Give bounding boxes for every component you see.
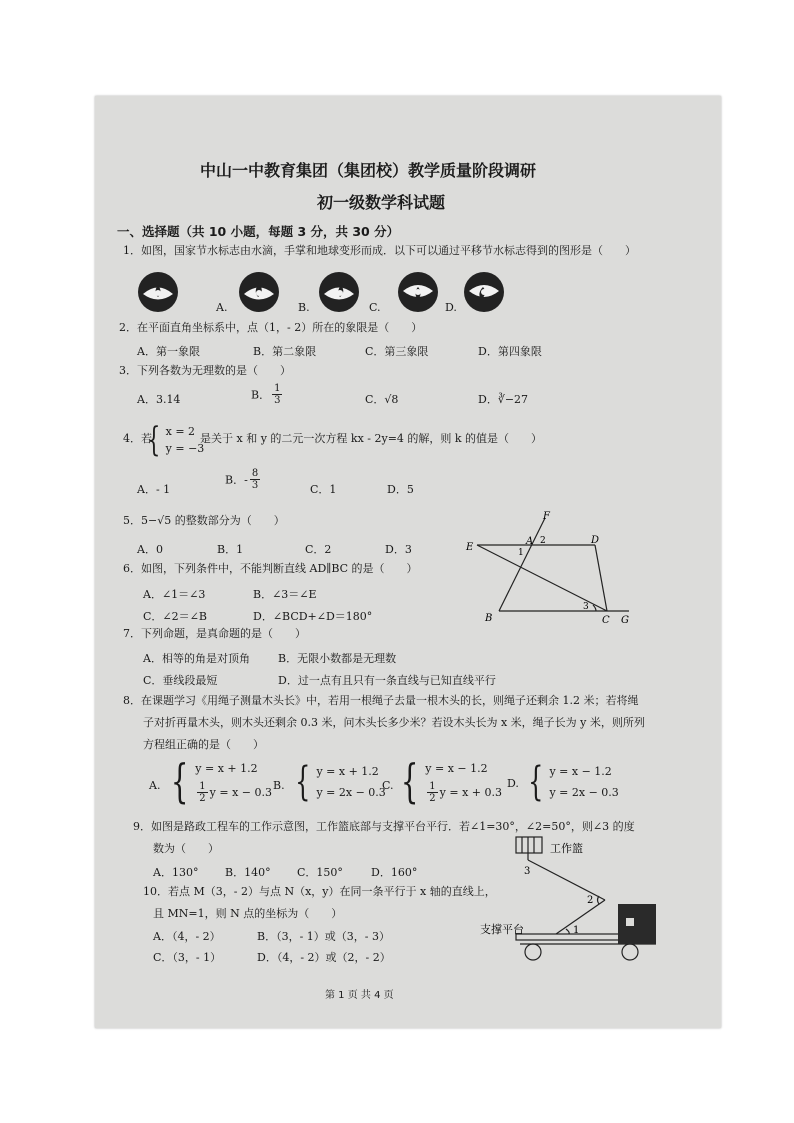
q10-option-d: D．（4，- 2）或（2，- 2） bbox=[257, 951, 391, 964]
q1-option-d: D. bbox=[445, 301, 457, 314]
q4-option-b bbox=[225, 468, 262, 491]
q9-option-b: B．140° bbox=[225, 866, 271, 879]
angle-2-arc bbox=[598, 896, 600, 904]
q2-option-b: B．第二象限 bbox=[253, 345, 317, 358]
fraction bbox=[272, 383, 282, 406]
numerator: 8 bbox=[251, 468, 259, 479]
q9-option-c: C．150° bbox=[297, 866, 343, 879]
q2-option-c: C．第三象限 bbox=[365, 345, 429, 358]
brace-icon: { bbox=[170, 754, 189, 808]
exam-paper bbox=[95, 96, 721, 1028]
system-line-2: y = −3 bbox=[165, 442, 205, 455]
q5-option-b: B．1 bbox=[217, 543, 244, 556]
option-d-logo-icon bbox=[463, 271, 505, 313]
q9-option-a: A．130° bbox=[153, 866, 199, 879]
system-line-1: x = 2 bbox=[165, 425, 196, 438]
cab-window bbox=[626, 918, 634, 926]
q1-option-a: A. bbox=[216, 301, 228, 314]
label-f: F bbox=[543, 511, 550, 522]
denominator: 3 bbox=[274, 395, 281, 406]
q3-option-d: D．∛−27 bbox=[478, 393, 529, 406]
support-platform bbox=[516, 934, 620, 940]
q8-option-a-system bbox=[165, 754, 272, 808]
question-8-line-3: 方程组正确的是（ ） bbox=[143, 738, 264, 751]
label-d: D bbox=[591, 535, 600, 546]
upper-arm bbox=[528, 860, 605, 900]
lower-arm bbox=[556, 900, 605, 934]
fraction bbox=[197, 781, 207, 804]
question-1-text: 1．如图，国家节水标志由水滴，手掌和地球变形而成．以下可以通过平移节水标志得到的图形是（ ） bbox=[123, 244, 636, 257]
platform-label: 支撑平台 bbox=[480, 923, 524, 936]
system-line-2 bbox=[195, 780, 272, 804]
fraction bbox=[427, 781, 437, 804]
q2-option-d: D．第四象限 bbox=[478, 345, 542, 358]
question-6-text: 6．如图，下列条件中，不能判断直线 AD∥BC 的是（ ） bbox=[123, 562, 418, 575]
system-line-1: y = x + 1.2 bbox=[316, 765, 379, 778]
q7-option-d: D．过一点有且只有一条直线与已知直线平行 bbox=[278, 674, 496, 687]
denominator: 2 bbox=[429, 792, 436, 804]
question-9-line-1: 9．如图是路政工程车的工作示意图，工作篮底部与支撑平台平行．若∠1=30°，∠2=50°，则∠3 的度 bbox=[133, 820, 635, 833]
q8-option-b-system bbox=[290, 761, 386, 803]
q4-option-c: C．1 bbox=[310, 483, 337, 496]
q8-option-d-letter: D. bbox=[507, 777, 519, 790]
line-bf bbox=[499, 518, 545, 611]
question-4-prefix: 4．若 bbox=[123, 432, 152, 445]
q6-option-c: C．∠2＝∠B bbox=[143, 610, 207, 623]
question-8-line-2: 子对折再量木头，则木头还剩余 0.3 米，问木头长多少米？若设木头长为 x 米，绳子长为 y 米，则所列 bbox=[143, 716, 645, 729]
question-7-text: 7．下列命题，是真命题的是（ ） bbox=[123, 627, 306, 640]
q9-vehicle-figure bbox=[480, 834, 670, 969]
angle-3-label: 3 bbox=[524, 866, 531, 877]
q8-option-d-system bbox=[523, 761, 619, 803]
q5-option-c: C．2 bbox=[305, 543, 332, 556]
numerator: 1 bbox=[199, 780, 206, 792]
q10-option-c: C．（3，- 1） bbox=[153, 951, 222, 964]
q6-option-d: D．∠BCD+∠D＝180° bbox=[253, 610, 373, 623]
q7-option-a: A．相等的角是对顶角 bbox=[143, 652, 250, 665]
label-2: 2 bbox=[540, 536, 546, 546]
q6-geometry-figure bbox=[463, 510, 641, 626]
question-5-text: 5．5−√5 的整数部分为（ ） bbox=[123, 514, 285, 527]
q4-option-b-letter: B．- bbox=[225, 473, 248, 487]
q10-option-a: A．（4，- 2） bbox=[153, 930, 221, 943]
exam-subtitle: 初一级数学科试题 bbox=[317, 193, 446, 212]
brace-icon: { bbox=[295, 759, 311, 805]
denominator: 3 bbox=[251, 480, 259, 491]
brace-icon: { bbox=[528, 759, 544, 805]
q3-option-c: C．√8 bbox=[365, 393, 399, 406]
q6-option-a: A．∠1＝∠3 bbox=[143, 588, 206, 601]
option-a-logo-icon bbox=[238, 271, 280, 313]
q4-option-d: D．5 bbox=[387, 483, 414, 496]
q8-option-c-system bbox=[395, 754, 502, 808]
q3-option-b-letter: B． bbox=[251, 388, 271, 402]
section-heading: 一、选择题（共 10 小题，每题 3 分，共 30 分） bbox=[117, 224, 400, 239]
denominator: 2 bbox=[199, 792, 206, 804]
system-line-1: y = x + 1.2 bbox=[195, 762, 258, 775]
q4-equation-system bbox=[143, 420, 205, 460]
option-b-logo-icon bbox=[318, 271, 360, 313]
label-a: A bbox=[526, 536, 534, 547]
question-10-line-1: 10．若点 M（3，- 2）与点 N（x，y）在同一条平行于 x 轴的直线上， bbox=[143, 885, 496, 898]
system-line-2-rest: y = x + 0.3 bbox=[439, 785, 502, 799]
brace-icon: { bbox=[147, 420, 161, 460]
q3-option-b bbox=[251, 383, 284, 406]
question-3-text: 3．下列各数为无理数的是（ ） bbox=[119, 364, 291, 377]
numerator: 1 bbox=[429, 780, 436, 792]
basket-label: 工作篮 bbox=[550, 842, 583, 855]
system-line-2: y = 2x − 0.3 bbox=[316, 786, 386, 799]
system-line-2-rest: y = x − 0.3 bbox=[209, 785, 272, 799]
q8-option-c-letter: C. bbox=[382, 779, 394, 792]
q8-option-a-letter: A. bbox=[149, 779, 161, 792]
angle-1-label: 1 bbox=[573, 925, 580, 936]
front-wheel bbox=[622, 944, 638, 960]
brace-icon: { bbox=[400, 754, 419, 808]
angle-1-arc bbox=[566, 929, 569, 934]
q10-option-b: B．（3，- 1）或（3，- 3） bbox=[257, 930, 391, 943]
work-basket bbox=[516, 837, 542, 853]
numerator: 1 bbox=[274, 383, 281, 394]
question-8-line-1: 8．在课题学习《用绳子测量木头长》中，若用一根绳子去量一根木头的长，则绳子还剩余 1.2 米；若将绳 bbox=[123, 694, 639, 707]
question-10-line-2: 且 MN=1，则 N 点的坐标为（ ） bbox=[153, 907, 343, 920]
label-c: C bbox=[602, 615, 610, 626]
label-g: G bbox=[621, 615, 629, 626]
q1-option-b: B. bbox=[298, 301, 310, 314]
q8-option-b-letter: B. bbox=[273, 779, 285, 792]
q9-option-d: D．160° bbox=[371, 866, 418, 879]
q4-option-a: A．- 1 bbox=[137, 483, 171, 496]
q7-option-c: C．垂线段最短 bbox=[143, 674, 218, 687]
water-saving-logo-icon bbox=[137, 271, 179, 313]
system-line-1: y = x − 1.2 bbox=[425, 762, 488, 775]
q5-option-d: D．3 bbox=[385, 543, 412, 556]
question-9-line-2: 数为（ ） bbox=[153, 842, 219, 855]
q7-option-b: B．无限小数都是无理数 bbox=[278, 652, 397, 665]
q3-option-a: A．3.14 bbox=[137, 393, 181, 406]
q2-option-a: A．第一象限 bbox=[137, 345, 200, 358]
q1-option-c: C. bbox=[369, 301, 381, 314]
truck-cab bbox=[618, 904, 656, 944]
option-c-logo-icon bbox=[397, 271, 439, 313]
label-3: 3 bbox=[583, 602, 589, 612]
label-1: 1 bbox=[518, 548, 524, 558]
question-2-text: 2．在平面直角坐标系中，点（1，- 2）所在的象限是（ ） bbox=[119, 321, 423, 334]
page-footer: 第 1 页 共 4 页 bbox=[325, 990, 394, 1001]
system-line-2 bbox=[425, 780, 502, 804]
q5-option-a: A．0 bbox=[137, 543, 163, 556]
angle-3-arc bbox=[593, 605, 596, 611]
label-e: E bbox=[466, 542, 474, 553]
question-4-text: 是关于 x 和 y 的二元一次方程 kx - 2y=4 的解，则 k 的值是（ ） bbox=[200, 432, 543, 445]
q6-option-b: B．∠3＝∠E bbox=[253, 588, 317, 601]
rear-wheel bbox=[525, 944, 541, 960]
system-line-2: y = 2x − 0.3 bbox=[549, 786, 619, 799]
exam-title: 中山一中教育集团（集团校）教学质量阶段调研 bbox=[200, 161, 537, 180]
angle-2-label: 2 bbox=[587, 895, 594, 906]
fraction bbox=[250, 468, 260, 491]
label-b: B bbox=[485, 613, 493, 624]
system-line-1: y = x − 1.2 bbox=[549, 765, 612, 778]
line-dc bbox=[595, 545, 607, 611]
